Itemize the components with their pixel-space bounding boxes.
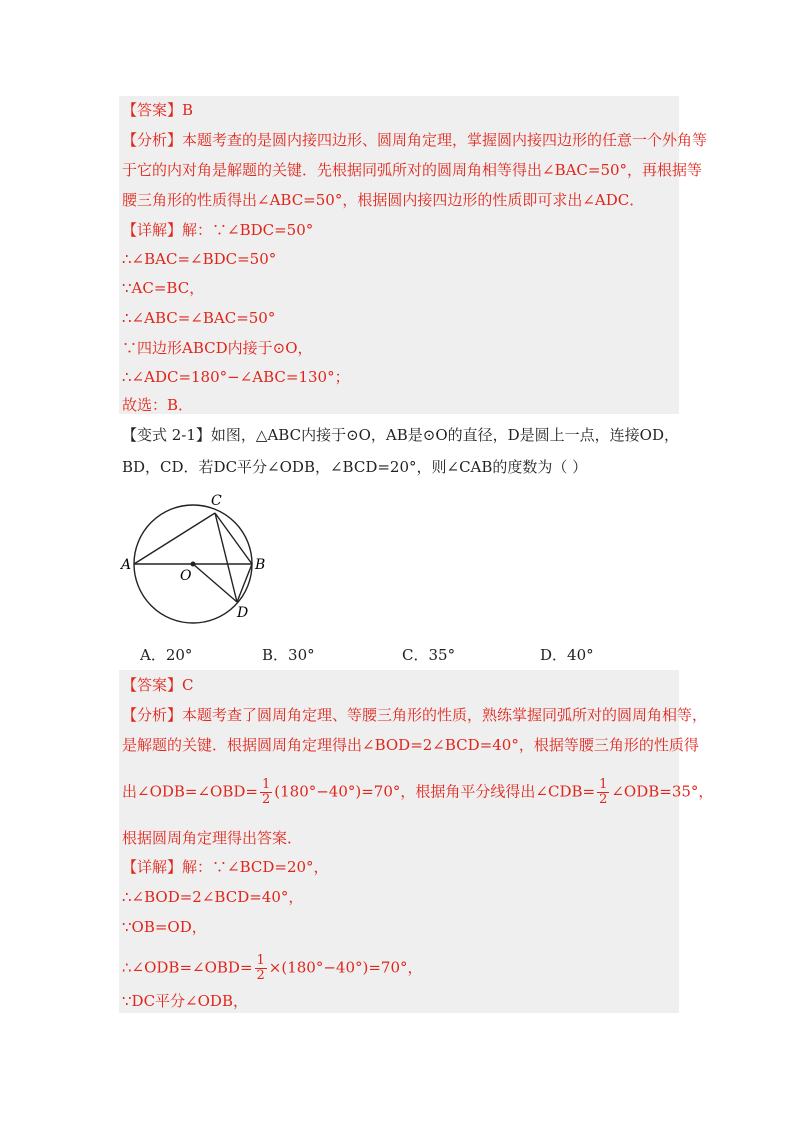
fraction-half: $\frac{1}{2}$ <box>256 953 265 983</box>
analysis-text: (180°−40°)=70°，根据角平分线得出∠CDB= <box>274 782 596 801</box>
detail-line: ∵DC平分∠ODB， <box>122 992 248 1010</box>
detail-line: 【详解】解：∵∠BCD=20°， <box>122 858 329 876</box>
answer-label: 【答案】C <box>122 676 194 694</box>
detail-text: ×(180°−40°)=70°， <box>268 958 423 977</box>
label-d: D <box>237 605 249 621</box>
label-b: B <box>255 557 266 573</box>
fraction-half: $\frac{1}{2}$ <box>261 777 271 807</box>
segment-od <box>193 564 237 602</box>
label-c: C <box>211 493 222 509</box>
detail-line: 故选：B． <box>122 396 194 414</box>
detail-line: ∵AC=BC， <box>122 279 205 297</box>
option-c: C．35° <box>402 646 456 664</box>
analysis-line <box>122 778 713 807</box>
segment-ac <box>134 513 215 564</box>
analysis-line: 【分析】本题考查了圆周角定理、等腰三角形的性质，熟练掌握同弧所对的圆周角相等， <box>122 706 708 724</box>
analysis-line: 于它的内对角是解题的关键．先根据同弧所对的圆周角相等得出∠BAC=50°，再根据等 <box>122 161 703 179</box>
option-b: B．30° <box>262 646 315 664</box>
detail-line: ∴∠ABC=∠BAC=50° <box>122 309 276 327</box>
segment-cd <box>215 513 237 602</box>
fraction-half: $\frac{1}{2}$ <box>599 777 608 807</box>
circle-figure <box>115 490 275 625</box>
question-line: 【变式 2-1】如图，△ABC内接于⊙O，AB是⊙O的直径，D是圆上一点，连接OD， <box>122 426 680 444</box>
detail-line: ∴∠BOD=2∠BCD=40°， <box>122 888 304 906</box>
label-a: A <box>121 557 132 573</box>
option-a: A．20° <box>140 646 193 664</box>
analysis-text: 出∠ODB=∠OBD= <box>122 782 258 801</box>
question-line: BD，CD．若DC平分∠ODB，∠BCD=20°，则∠CAB的度数为（ ） <box>122 458 588 476</box>
detail-line <box>122 954 423 983</box>
answer-label: 【答案】B <box>122 101 194 119</box>
detail-line: ∴∠BAC=∠BDC=50° <box>122 250 277 268</box>
analysis-line: 【分析】本题考查的是圆内接四边形、圆周角定理，掌握圆内接四边形的任意一个外角等 <box>122 131 708 149</box>
analysis-text: ∠ODB=35°， <box>611 782 714 801</box>
analysis-line: 根据圆周角定理得出答案． <box>122 829 303 847</box>
detail-line: ∴∠ADC=180°−∠ABC=130°； <box>122 368 350 386</box>
segment-bd <box>237 564 252 602</box>
analysis-line: 腰三角形的性质得出∠ABC=50°，根据圆内接四边形的性质即可求出∠ADC． <box>122 191 645 209</box>
center-point <box>191 562 196 567</box>
label-o: O <box>180 568 192 584</box>
detail-line: ∵四边形ABCD内接于⊙O， <box>122 339 313 357</box>
option-d: D．40° <box>540 646 594 664</box>
detail-line: 【详解】解：∵∠BDC=50° <box>122 221 314 239</box>
detail-line: ∵OB=OD， <box>122 918 207 936</box>
detail-text: ∴∠ODB=∠OBD= <box>122 958 253 977</box>
analysis-line: 是解题的关键．根据圆周角定理得出∠BOD=2∠BCD=40°，根据等腰三角形的性质得 <box>122 736 699 754</box>
